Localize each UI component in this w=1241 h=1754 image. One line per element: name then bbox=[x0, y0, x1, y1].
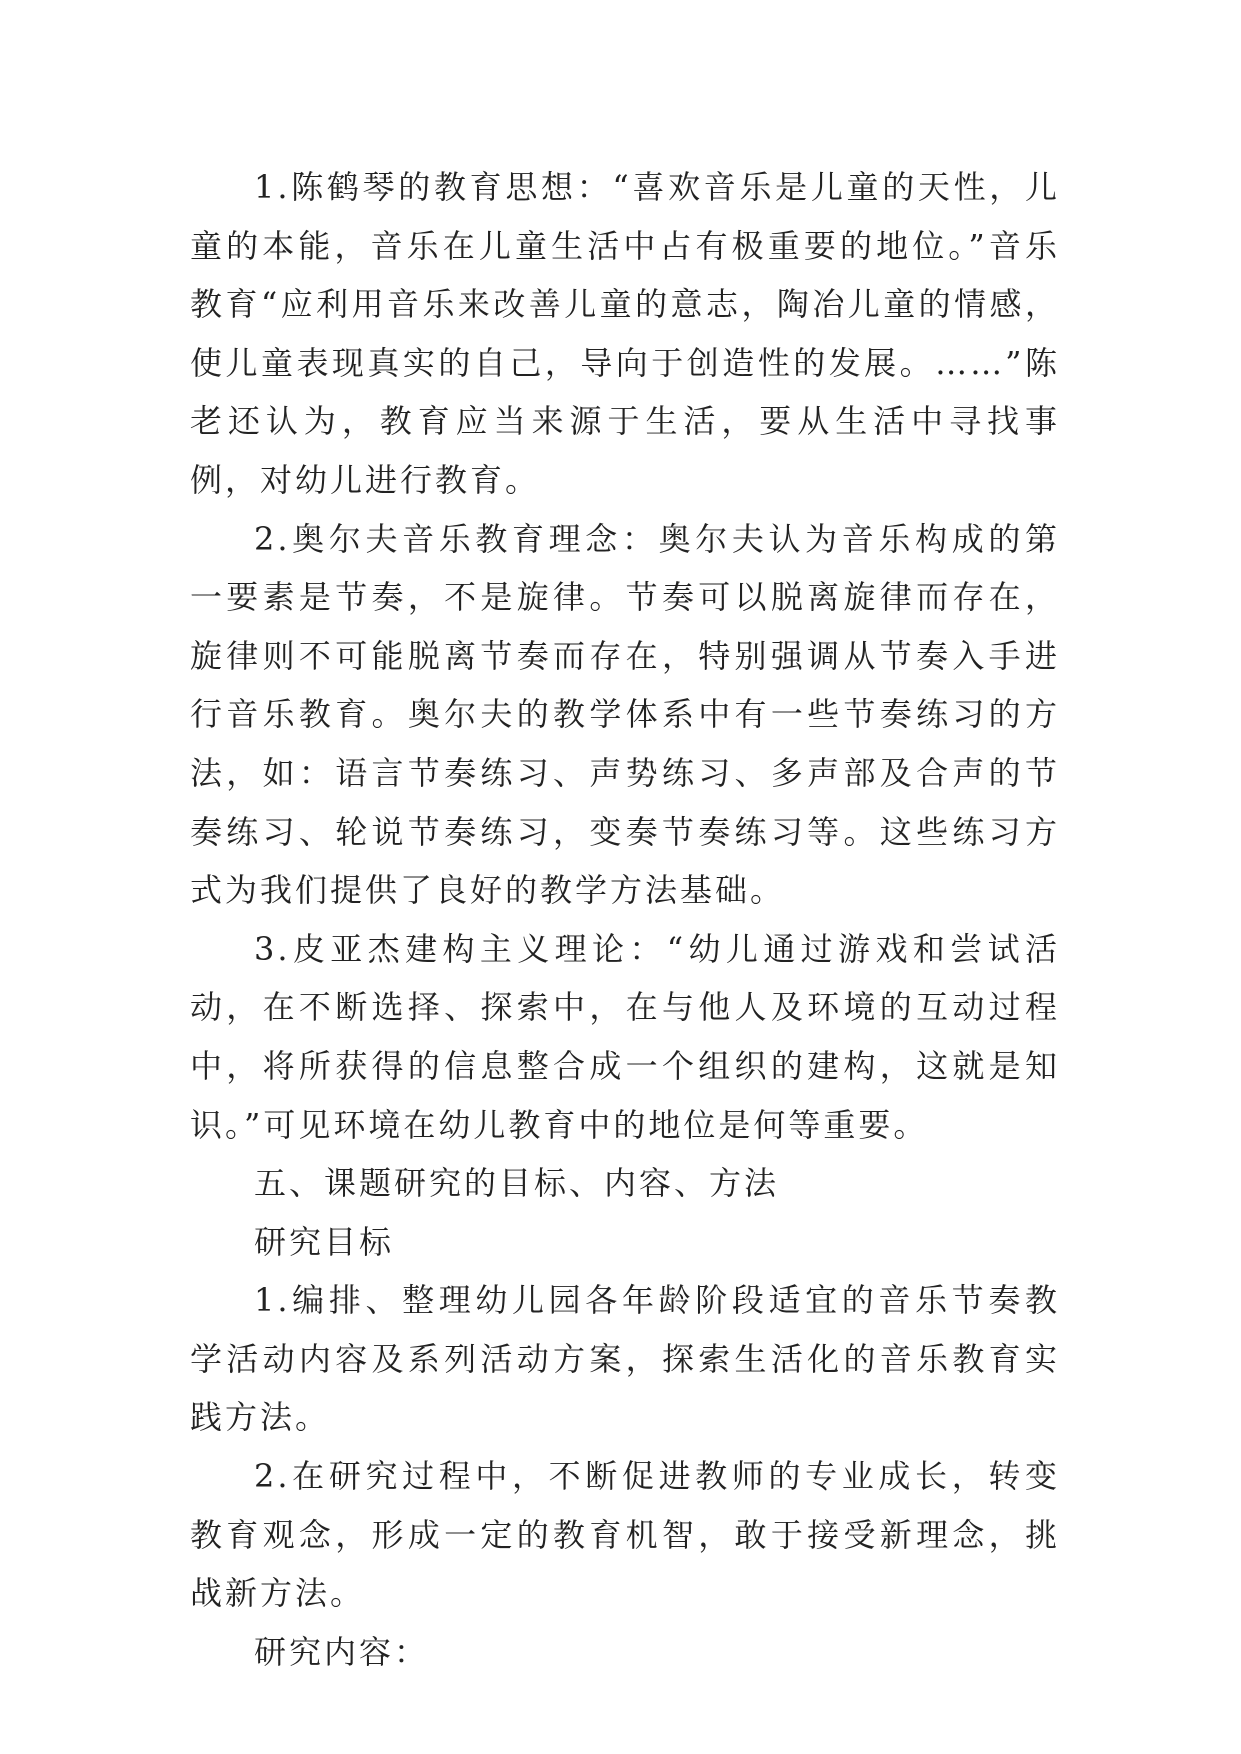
subheading-research-goals: 研究目标 bbox=[254, 1222, 395, 1261]
paragraph-chen-heqin: 1.陈鹤琴的教育思想：“喜欢音乐是儿童的天性，儿童的本能，音乐在儿童生活中占有极重要的地位。”音乐教育“应利用音乐来改善儿童的意志，陶冶儿童的情感，使儿童表现真实的自己，导向于创造性的发展。……”陈老还认为，教育应当来源于生活，要从生活中寻找事例，对幼儿进行教育。 bbox=[190, 168, 1060, 499]
section-heading-goals-content-methods: 五、课题研究的目标、内容、方法 bbox=[254, 1164, 780, 1203]
subheading-research-content: 研究内容： bbox=[254, 1632, 430, 1671]
paragraph-orff: 2.奥尔夫音乐教育理念：奥尔夫认为音乐构成的第一要素是节奏，不是旋律。节奏可以脱离旋律而存在，旋律则不可能脱离节奏而存在，特别强调从节奏入手进行音乐教育。奥尔夫的教学体系中有一些节奏练习的方法，如：语言节奏练习、声势练习、多声部及合声的节奏练习、轮说节奏练习，变奏节奏练习等。这些练习方式为我们提供了良好的教学方法基础。 bbox=[190, 519, 1060, 910]
goal-item-1: 1.编排、整理幼儿园各年龄阶段适宜的音乐节奏教学活动内容及系列活动方案，探索生活化的音乐教育实践方法。 bbox=[190, 1281, 1060, 1437]
goal-item-2: 2.在研究过程中，不断促进教师的专业成长，转变教育观念，形成一定的教育机智，敢于接受新理念，挑战新方法。 bbox=[190, 1457, 1060, 1613]
paragraph-piaget: 3.皮亚杰建构主义理论：“幼儿通过游戏和尝试活动，在不断选择、探索中，在与他人及环境的互动过程中，将所获得的信息整合成一个组织的建构，这就是知识。”可见环境在幼儿教育中的地位是何等重要。 bbox=[190, 929, 1060, 1144]
document-body bbox=[190, 158, 1060, 1681]
